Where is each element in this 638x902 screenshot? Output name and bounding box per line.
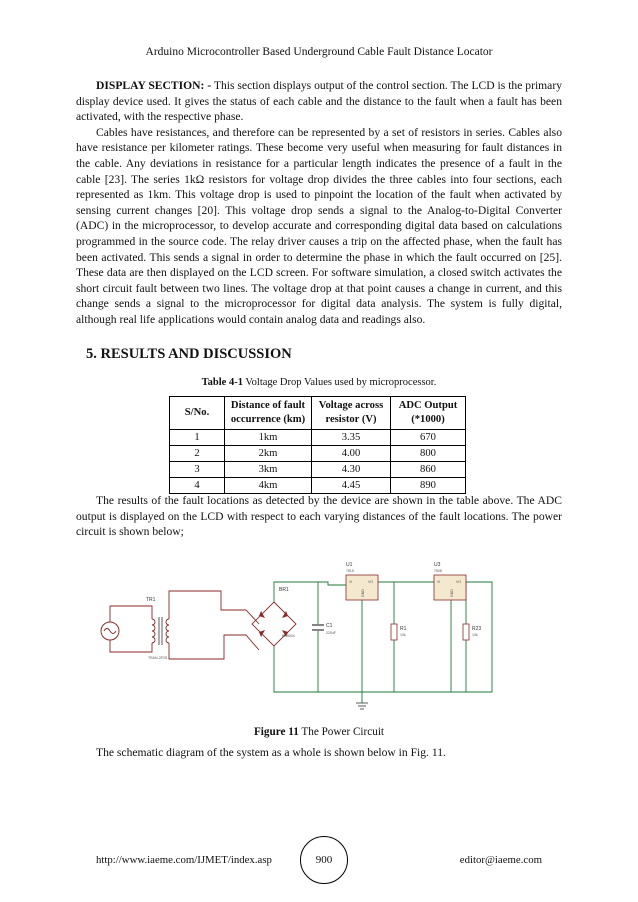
table-row [170, 478, 466, 494]
results-paragraph: The results of the fault locations as detected by the device are shown in the table above. The ADC output is displayed on the LCD with respect to each varying distances of the fault locations. The power circuit is shown below; [76, 494, 562, 539]
u3-part: 7808 [434, 569, 442, 573]
table-row [170, 462, 466, 478]
results-text [76, 493, 562, 540]
table-header-distance: Distance of fault occurrence (km) [225, 397, 312, 430]
resistor-r1 [391, 624, 407, 640]
u3-pin-vo: VO [456, 580, 462, 584]
u1-pin-vo: VO [368, 580, 374, 584]
br1-label: BR1 [279, 587, 289, 593]
display-section-text [76, 78, 562, 328]
capacitor-c1 [312, 623, 336, 635]
table-header-row [170, 397, 466, 430]
ac-source-symbol [101, 622, 119, 640]
table-cell: 4.30 [312, 462, 391, 478]
table-cell: 2km [225, 446, 312, 462]
secondary-wires [169, 591, 259, 659]
table-cell: 4km [225, 478, 312, 494]
figure-caption-label: Figure 11 [253, 726, 299, 738]
table-caption-text: Voltage Drop Values used by microprocessor. [242, 377, 437, 388]
table-header-voltage: Voltage across resistor (V) [312, 397, 391, 430]
table-caption [0, 377, 638, 388]
regulator-u1 [346, 562, 378, 600]
resistor-r23 [463, 624, 481, 640]
table-cell: 3km [225, 462, 312, 478]
page-number: 900 [300, 836, 348, 884]
u3-pin-gnd: GND [450, 589, 454, 597]
display-section-body: This section displays output of the control section. The LCD is the primary display device used. It gives the status of each cable and the distance to the fault when a fault has been activated, with the respective phase. [76, 79, 562, 124]
table-header-adc: ADC Output (*1000) [391, 397, 466, 430]
br1-part: BR5004 [282, 634, 295, 638]
u1-part: 7815 [346, 569, 354, 573]
u1-label: U1 [346, 562, 353, 568]
table-cell: 860 [391, 462, 466, 478]
r23-label: R23 [472, 626, 482, 632]
c1-label: C1 [326, 623, 333, 629]
r23-value: 10k [472, 633, 478, 637]
running-header: Arduino Microcontroller Based Underground Cable Fault Distance Locator [145, 46, 493, 58]
table-cell: 4.00 [312, 446, 391, 462]
power-circuit-diagram [96, 555, 501, 715]
footer-url-link[interactable]: http://www.iaeme.com/IJMET/index.asp [96, 854, 272, 866]
table-cell: 1 [170, 430, 225, 446]
table-cell: 1km [225, 430, 312, 446]
ground-symbol [356, 703, 368, 709]
r1-label: R1 [400, 626, 407, 632]
table-cell: 4.45 [312, 478, 391, 494]
table-cell: 4 [170, 478, 225, 494]
regulator-u3 [434, 562, 466, 600]
table-row [170, 446, 466, 462]
table-cell: 890 [391, 478, 466, 494]
table-cell: 2 [170, 446, 225, 462]
section-heading: 5. RESULTS AND DISCUSSION [86, 346, 292, 362]
u3-label: U3 [434, 562, 441, 568]
voltage-drop-table [169, 396, 466, 494]
table-cell: 3 [170, 462, 225, 478]
u1-pin-vi: VI [349, 580, 353, 584]
table-header-sno: S/No. [170, 397, 225, 430]
table-cell: 3.35 [312, 430, 391, 446]
table-caption-label: Table 4-1 [201, 377, 243, 388]
u3-pin-vi: VI [437, 580, 441, 584]
footer-email-link[interactable]: editor@iaeme.com [459, 854, 542, 866]
display-section-lead: DISPLAY SECTION: - [96, 79, 212, 92]
display-section-paragraph [76, 78, 562, 125]
transformer-tr1 [146, 597, 169, 660]
tr1-label: TR1 [146, 597, 156, 603]
table-cell: 800 [391, 446, 466, 462]
figure-caption [0, 726, 638, 738]
tr1-part: TRAN-2P2S [148, 656, 168, 660]
c1-value: 220uF [326, 631, 336, 635]
table-row [170, 430, 466, 446]
cable-resistance-paragraph: Cables have resistances, and therefore can be represented by a set of resistors in series. Cables also have resistance per kilometer ratings. These become very useful when measuring for fault distances in the cable. Any deviations in resistance for a particular length indicates the presence of a fault in the cable [23]. The series 1kΩ resistors for voltage drop divides the three cables into four sections, each represented as 1km. This voltage drop is used to pinpoint the location of the fault when activated by sensing current changes [20]. This voltage drop sends a signal to the Analog-to-Digital Converter (ADC) in the microprocessor, to develop accurate and corresponding digital data based on calculations programmed in the source code. The relay driver causes a trip on the affected phase, when the fault has been activated. This sends a signal in order to determine the phase in which the fault occurred on [25]. These data are then displayed on the LCD screen. For software simulation, a closed switch activates the short circuit fault between two lines. The voltage drop at that point causes a change in current, and this change sends a signal to the microprocessor for digital data analysis. The system is fully digital, although real life applications would contain analog data and readings also. [76, 125, 562, 326]
table-cell: 670 [391, 430, 466, 446]
figure-caption-text: The Power Circuit [298, 726, 385, 738]
schematic-sentence: The schematic diagram of the system as a whole is shown below in Fig. 11. [96, 746, 446, 759]
r1-value: 10k [400, 633, 406, 637]
u1-pin-gnd: GND [361, 589, 365, 597]
